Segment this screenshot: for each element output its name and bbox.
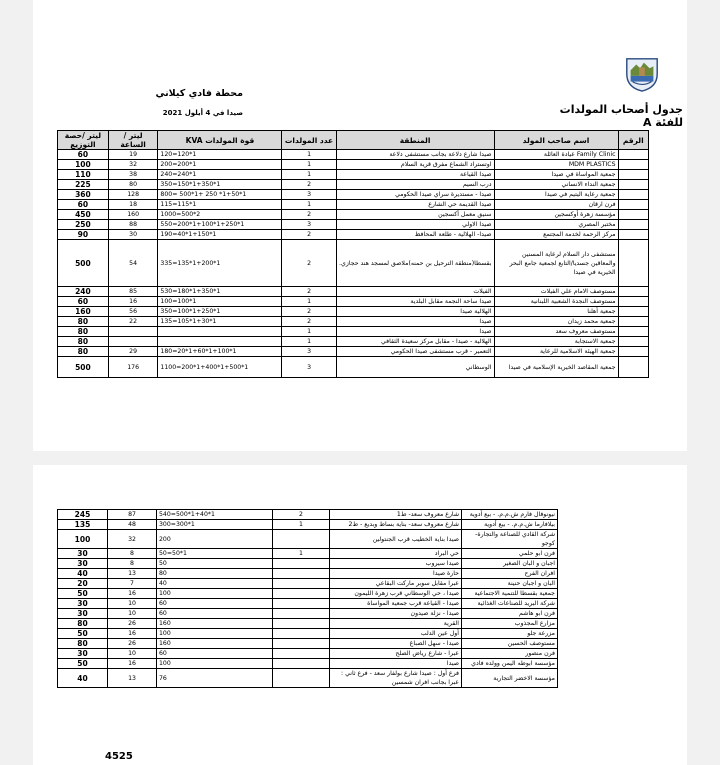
generator-count bbox=[273, 589, 330, 599]
row-number bbox=[618, 170, 648, 180]
row-number bbox=[618, 327, 648, 337]
generator-count: 3 bbox=[282, 190, 336, 200]
liter-per-hour: 85 bbox=[108, 287, 158, 297]
table-row bbox=[58, 530, 558, 549]
generator-kva: 100 bbox=[157, 659, 273, 669]
owner-name: مختبر المصري bbox=[494, 220, 618, 230]
table-row bbox=[58, 337, 649, 347]
liter-per-hour: 13 bbox=[108, 569, 157, 579]
region: سنيق معمل أكسجين bbox=[336, 210, 494, 220]
liter-per-hour: 32 bbox=[108, 160, 158, 170]
row-number bbox=[618, 240, 648, 287]
owner-name: فرن ابو هاشم bbox=[462, 609, 558, 619]
owner-name: شركة القادي للصناعة والتجارة- كوجو bbox=[462, 530, 558, 549]
region: صيدا - نزلة صيدون bbox=[330, 609, 462, 619]
generator-kva: 160 bbox=[157, 619, 273, 629]
generator-kva: 100 bbox=[157, 589, 273, 599]
region: حارة صيدا bbox=[330, 569, 462, 579]
generator-count bbox=[273, 579, 330, 589]
region: الهلالية - صيدا - مقابل مركز سعيدة الثقافي bbox=[336, 337, 494, 347]
owner-name: جمعية الهيئة الاسلامية للرعاية bbox=[494, 347, 618, 357]
generator-count bbox=[273, 530, 330, 549]
region: درب السيم bbox=[336, 180, 494, 190]
generator-count: 1 bbox=[282, 170, 336, 180]
liter-distribution: 80 bbox=[58, 337, 109, 347]
liter-distribution: 30 bbox=[58, 559, 108, 569]
row-number bbox=[618, 160, 648, 170]
table-row bbox=[58, 659, 558, 669]
region: صيدا - مستديرة سراي صيدا الحكومي bbox=[336, 190, 494, 200]
table-row bbox=[58, 510, 558, 520]
generator-count bbox=[273, 619, 330, 629]
table-row bbox=[58, 160, 649, 170]
row-number bbox=[618, 180, 648, 190]
region: شارع معروف سعد- بناية بساط وبديع - ط2 bbox=[330, 520, 462, 530]
generator-count: 1 bbox=[282, 200, 336, 210]
owner-name: نيونوفال فارم ش.م.م. - بيع أدوية bbox=[462, 510, 558, 520]
owner-name: Family Clinic عيادة العائلة bbox=[494, 150, 618, 160]
generator-kva: 120=120*1 bbox=[158, 150, 282, 160]
region: التعمير - قرب مستشفى صيدا الحكومي bbox=[336, 347, 494, 357]
table-row bbox=[58, 307, 649, 317]
liter-per-hour: 56 bbox=[108, 307, 158, 317]
grand-total: 4525 bbox=[105, 751, 133, 762]
generator-kva: 40 bbox=[157, 579, 273, 589]
owner-name: بيلافارما ش.م.م. - بيع أدوية bbox=[462, 520, 558, 530]
table-row bbox=[58, 220, 649, 230]
table-row bbox=[58, 200, 649, 210]
generator-kva: 300=300*1 bbox=[157, 520, 273, 530]
liter-distribution: 245 bbox=[58, 510, 108, 520]
row-number bbox=[618, 337, 648, 347]
liter-per-hour: 48 bbox=[108, 520, 157, 530]
liter-per-hour: 176 bbox=[108, 357, 158, 378]
liter-per-hour: 10 bbox=[108, 609, 157, 619]
liter-per-hour: 22 bbox=[108, 317, 158, 327]
col-header-region: المنطقة bbox=[336, 131, 494, 150]
liter-per-hour: 18 bbox=[108, 200, 158, 210]
owner-name: مستوصف الامام علي الفيلات bbox=[494, 287, 618, 297]
generator-count: 1 bbox=[273, 549, 330, 559]
station-name: محطة فادي كيلاني bbox=[155, 88, 243, 99]
owner-name: فرن ارقان bbox=[494, 200, 618, 210]
generator-kva: 180=20*1+60*1+100*1 bbox=[158, 347, 282, 357]
liter-distribution: 500 bbox=[58, 357, 109, 378]
liter-per-hour: 8 bbox=[108, 549, 157, 559]
table-row bbox=[58, 549, 558, 559]
row-number bbox=[618, 357, 648, 378]
generator-count: 3 bbox=[282, 347, 336, 357]
generator-kva: 76 bbox=[157, 669, 273, 688]
region: الوسطاني bbox=[336, 357, 494, 378]
generator-count bbox=[273, 629, 330, 639]
row-number bbox=[618, 150, 648, 160]
owner-name: مؤسسة ابوطه اليمن وولده فادي bbox=[462, 659, 558, 669]
owner-name: جمعية أهلنا bbox=[494, 307, 618, 317]
region: صيدا الاولي bbox=[336, 220, 494, 230]
liter-per-hour bbox=[108, 327, 158, 337]
row-number bbox=[618, 317, 648, 327]
owner-name: مؤسسة الاخضر التجارية bbox=[462, 669, 558, 688]
table-row bbox=[58, 589, 558, 599]
liter-distribution: 110 bbox=[58, 170, 109, 180]
col-header-number: الرقم bbox=[618, 131, 648, 150]
generator-count: 2 bbox=[282, 240, 336, 287]
generator-count: 1 bbox=[282, 327, 336, 337]
liter-distribution: 30 bbox=[58, 599, 108, 609]
generator-kva: 350=150*1+350*1 bbox=[158, 180, 282, 190]
generator-kva: 60 bbox=[157, 649, 273, 659]
liter-distribution: 100 bbox=[58, 530, 108, 549]
generator-count: 1 bbox=[273, 520, 330, 530]
generator-count bbox=[273, 669, 330, 688]
region: صيدا سيروب bbox=[330, 559, 462, 569]
liter-distribution: 60 bbox=[58, 150, 109, 160]
generator-count: 2 bbox=[282, 210, 336, 220]
region: صيدا ، حي الوسطاني قرب زهرة الليمون bbox=[330, 589, 462, 599]
page-title: جدول أصحاب المولدات للفئة A bbox=[559, 103, 683, 129]
liter-per-hour: 32 bbox=[108, 530, 157, 549]
table-row bbox=[58, 170, 649, 180]
owner-name: جمعية النداء الانساني bbox=[494, 180, 618, 190]
generator-count: 3 bbox=[282, 220, 336, 230]
row-number bbox=[618, 200, 648, 210]
table-row bbox=[58, 639, 558, 649]
generator-kva: 50 bbox=[157, 559, 273, 569]
region: صيدا شارع دلاعة بجانب مستشفى دلاعة bbox=[336, 150, 494, 160]
row-number bbox=[618, 307, 648, 317]
liter-distribution: 30 bbox=[58, 649, 108, 659]
owner-name: فرن ابو حلمي bbox=[462, 549, 558, 559]
region: شارع معروف سعد- ط1 bbox=[330, 510, 462, 520]
liter-distribution: 30 bbox=[58, 549, 108, 559]
liter-distribution: 160 bbox=[58, 307, 109, 317]
generator-kva: 800= 500*1+ 250 *1+50*1 bbox=[158, 190, 282, 200]
generator-count: 1 bbox=[282, 150, 336, 160]
region: صيدا بناية الخطيب قرب الجنتولين bbox=[330, 530, 462, 549]
owner-name: مستوصف معروف سعد bbox=[494, 327, 618, 337]
liter-distribution: 360 bbox=[58, 190, 109, 200]
liter-per-hour: 26 bbox=[108, 639, 157, 649]
row-number bbox=[618, 230, 648, 240]
liter-distribution: 450 bbox=[58, 210, 109, 220]
generator-count: 1 bbox=[282, 160, 336, 170]
owner-name: البان و اجبان حنينة bbox=[462, 579, 558, 589]
generator-kva: 335=135*1+200*1 bbox=[158, 240, 282, 287]
region: صيدا- الهلالية - طلعة المحافظ bbox=[336, 230, 494, 240]
generator-kva: 160 bbox=[157, 639, 273, 649]
table-row bbox=[58, 327, 649, 337]
table-row bbox=[58, 180, 649, 190]
region: حي البراد bbox=[330, 549, 462, 559]
generators-table bbox=[57, 130, 649, 378]
generator-kva: 200 bbox=[157, 530, 273, 549]
liter-distribution: 80 bbox=[58, 639, 108, 649]
generator-kva bbox=[158, 327, 282, 337]
col-header-generator-count: عدد المولدات bbox=[282, 131, 336, 150]
table-row bbox=[58, 240, 649, 287]
liter-distribution: 240 bbox=[58, 287, 109, 297]
col-header-liter-distribution: ليتر /حصة التوزيع bbox=[58, 131, 109, 150]
generator-kva: 540=500*1+40*1 bbox=[157, 510, 273, 520]
liter-distribution: 80 bbox=[58, 347, 109, 357]
region: عبرا مقابل سوبر ماركت البقاعي bbox=[330, 579, 462, 589]
table-row bbox=[58, 649, 558, 659]
row-number bbox=[618, 297, 648, 307]
region: الفيلات bbox=[336, 287, 494, 297]
generator-count: 2 bbox=[282, 287, 336, 297]
owner-name: مستوصف النجدة الشعبية اللبنانية bbox=[494, 297, 618, 307]
row-number bbox=[618, 220, 648, 230]
table-row bbox=[58, 317, 649, 327]
liter-distribution: 60 bbox=[58, 200, 109, 210]
generator-kva: 530=180*1+350*1 bbox=[158, 287, 282, 297]
owner-name: شركة البريد للصناعات الغذائية bbox=[462, 599, 558, 609]
region: صيدا bbox=[336, 317, 494, 327]
owner-name: افران الفرح bbox=[462, 569, 558, 579]
liter-distribution: 100 bbox=[58, 160, 109, 170]
liter-distribution: 20 bbox=[58, 579, 108, 589]
liter-per-hour: 19 bbox=[108, 150, 158, 160]
liter-per-hour: 26 bbox=[108, 619, 157, 629]
table-row bbox=[58, 619, 558, 629]
row-number bbox=[618, 347, 648, 357]
generator-count bbox=[273, 569, 330, 579]
generator-kva: 50=50*1 bbox=[157, 549, 273, 559]
region: عبرا - شارع رياض الصلح bbox=[330, 649, 462, 659]
liter-distribution: 80 bbox=[58, 619, 108, 629]
owner-name: مستوصف الحسين bbox=[462, 639, 558, 649]
table-row bbox=[58, 357, 649, 378]
liter-distribution: 90 bbox=[58, 230, 109, 240]
liter-distribution: 60 bbox=[58, 297, 109, 307]
region: صيدا - القياعة قرب جمعية المواساة bbox=[330, 599, 462, 609]
table-row bbox=[58, 609, 558, 619]
table-row bbox=[58, 347, 649, 357]
liter-per-hour: 16 bbox=[108, 589, 157, 599]
liter-per-hour: 160 bbox=[108, 210, 158, 220]
liter-per-hour bbox=[108, 337, 158, 347]
row-number bbox=[618, 210, 648, 220]
liter-per-hour: 8 bbox=[108, 559, 157, 569]
document-date: صيدا في 4 أيلول 2021 bbox=[162, 109, 243, 117]
liter-per-hour: 7 bbox=[108, 579, 157, 589]
liter-distribution: 250 bbox=[58, 220, 109, 230]
generator-count: 2 bbox=[273, 510, 330, 520]
table-row bbox=[58, 520, 558, 530]
liter-per-hour: 88 bbox=[108, 220, 158, 230]
owner-name: جمعية بقسطا للتنمية الاجتماعية bbox=[462, 589, 558, 599]
owner-name: مزرعة جلو bbox=[462, 629, 558, 639]
liter-distribution: 500 bbox=[58, 240, 109, 287]
owner-name: جمعية محمد زيدان bbox=[494, 317, 618, 327]
generator-count: 2 bbox=[282, 230, 336, 240]
region: فرع أول : صيدا شارع بولفار سعد - فرع ثاني : عبرا بجانب افران شمسين bbox=[330, 669, 462, 688]
table-row bbox=[58, 150, 649, 160]
table-row bbox=[58, 559, 558, 569]
table-row bbox=[58, 629, 558, 639]
liter-per-hour: 16 bbox=[108, 659, 157, 669]
liter-per-hour: 38 bbox=[108, 170, 158, 180]
region: صيدا bbox=[330, 659, 462, 669]
liter-per-hour: 80 bbox=[108, 180, 158, 190]
liter-per-hour: 13 bbox=[108, 669, 157, 688]
liter-distribution: 40 bbox=[58, 569, 108, 579]
generator-kva: 80 bbox=[157, 569, 273, 579]
liter-per-hour: 128 bbox=[108, 190, 158, 200]
table-row bbox=[58, 579, 558, 589]
generator-count bbox=[273, 609, 330, 619]
generator-count: 1 bbox=[282, 297, 336, 307]
liter-per-hour: 29 bbox=[108, 347, 158, 357]
table-row bbox=[58, 287, 649, 297]
owner-name: مستشفى دار السلام لرعاية المسنين والمعاقين جسديا/التابع لجمعية جامع البحر الخيرية في صيدا bbox=[494, 240, 618, 287]
region: القرية bbox=[330, 619, 462, 629]
col-header-kva: قوة المولدات KVA bbox=[158, 131, 282, 150]
generator-kva: 550=200*1+100*1+250*1 bbox=[158, 220, 282, 230]
table-row bbox=[58, 669, 558, 688]
generator-kva: 190=40*1+150*1 bbox=[158, 230, 282, 240]
region: صيدا - سهل الصباغ bbox=[330, 639, 462, 649]
region: بقسطا(منطقة الترحيل بن حمنه)ملاصق لمسجد هند حجازي. bbox=[336, 240, 494, 287]
saida-municipality-logo bbox=[623, 55, 661, 93]
liter-distribution: 80 bbox=[58, 317, 109, 327]
generator-kva: 60 bbox=[157, 609, 273, 619]
region: صيدا bbox=[336, 327, 494, 337]
generator-count: 1 bbox=[282, 337, 336, 347]
generator-count: 3 bbox=[282, 357, 336, 378]
owner-name: جمعية الاستجابة bbox=[494, 337, 618, 347]
region: صيدا القديمة حي الشارع bbox=[336, 200, 494, 210]
owner-name: مزارع المجذوب bbox=[462, 619, 558, 629]
liter-distribution: 225 bbox=[58, 180, 109, 190]
generator-kva: 1000=500*2 bbox=[158, 210, 282, 220]
liter-per-hour: 54 bbox=[108, 240, 158, 287]
owner-name: جمعية رعاية اليتيم في صيدا bbox=[494, 190, 618, 200]
liter-per-hour: 87 bbox=[108, 510, 157, 520]
generator-count: 2 bbox=[282, 180, 336, 190]
generator-count: 2 bbox=[282, 317, 336, 327]
generator-kva: 240=240*1 bbox=[158, 170, 282, 180]
owner-name: جمعية المقاصد الخيرية الإسلامية في صيدا bbox=[494, 357, 618, 378]
liter-per-hour: 16 bbox=[108, 629, 157, 639]
owner-name: جمعية المواساة في صيدا bbox=[494, 170, 618, 180]
generator-kva: 100=100*1 bbox=[158, 297, 282, 307]
generator-kva: 1100=200*1+400*1+500*1 bbox=[158, 357, 282, 378]
generator-count: 2 bbox=[282, 307, 336, 317]
region: صيدا القياعة bbox=[336, 170, 494, 180]
col-header-owner: اسم صاحب المولد bbox=[494, 131, 618, 150]
generator-kva: 115=115*1 bbox=[158, 200, 282, 210]
generator-kva: 135=105*1+30*1 bbox=[158, 317, 282, 327]
table-row bbox=[58, 297, 649, 307]
table-row bbox=[58, 599, 558, 609]
generator-kva: 200=200*1 bbox=[158, 160, 282, 170]
generator-count bbox=[273, 559, 330, 569]
liter-per-hour: 10 bbox=[108, 599, 157, 609]
liter-per-hour: 30 bbox=[108, 230, 158, 240]
region: أول عين الدلب bbox=[330, 629, 462, 639]
generators-table-continued bbox=[57, 509, 558, 688]
liter-distribution: 135 bbox=[58, 520, 108, 530]
generator-count bbox=[273, 639, 330, 649]
liter-distribution: 50 bbox=[58, 659, 108, 669]
liter-per-hour: 16 bbox=[108, 297, 158, 307]
region: الهلالية صيدا bbox=[336, 307, 494, 317]
liter-distribution: 40 bbox=[58, 669, 108, 688]
generator-count bbox=[273, 649, 330, 659]
generator-count bbox=[273, 659, 330, 669]
owner-name: فرن منصور bbox=[462, 649, 558, 659]
owner-name: MDM PLASTICS bbox=[494, 160, 618, 170]
generator-kva bbox=[158, 337, 282, 347]
liter-per-hour: 10 bbox=[108, 649, 157, 659]
generator-kva: 350=100*1+250*1 bbox=[158, 307, 282, 317]
row-number bbox=[618, 287, 648, 297]
region: صيدا ساحة النجمة مقابل البلدية bbox=[336, 297, 494, 307]
table-row bbox=[58, 230, 649, 240]
liter-distribution: 30 bbox=[58, 609, 108, 619]
table-row bbox=[58, 190, 649, 200]
generator-kva: 100 bbox=[157, 629, 273, 639]
table-row bbox=[58, 569, 558, 579]
row-number bbox=[618, 190, 648, 200]
owner-name: مركز الرحمة لخدمة المجتمع bbox=[494, 230, 618, 240]
col-header-liter-hour: ليتر / الساعة bbox=[108, 131, 158, 150]
liter-distribution: 50 bbox=[58, 589, 108, 599]
owner-name: مؤسسة زهرة أوكسجين bbox=[494, 210, 618, 220]
table-row bbox=[58, 210, 649, 220]
owner-name: اجبان و البان الصغير bbox=[462, 559, 558, 569]
liter-distribution: 80 bbox=[58, 327, 109, 337]
region: اوتستراد الشماع مفرق قرية السلام bbox=[336, 160, 494, 170]
liter-distribution: 50 bbox=[58, 629, 108, 639]
table-header-row bbox=[58, 131, 649, 150]
generator-kva: 60 bbox=[157, 599, 273, 609]
generator-count bbox=[273, 599, 330, 609]
